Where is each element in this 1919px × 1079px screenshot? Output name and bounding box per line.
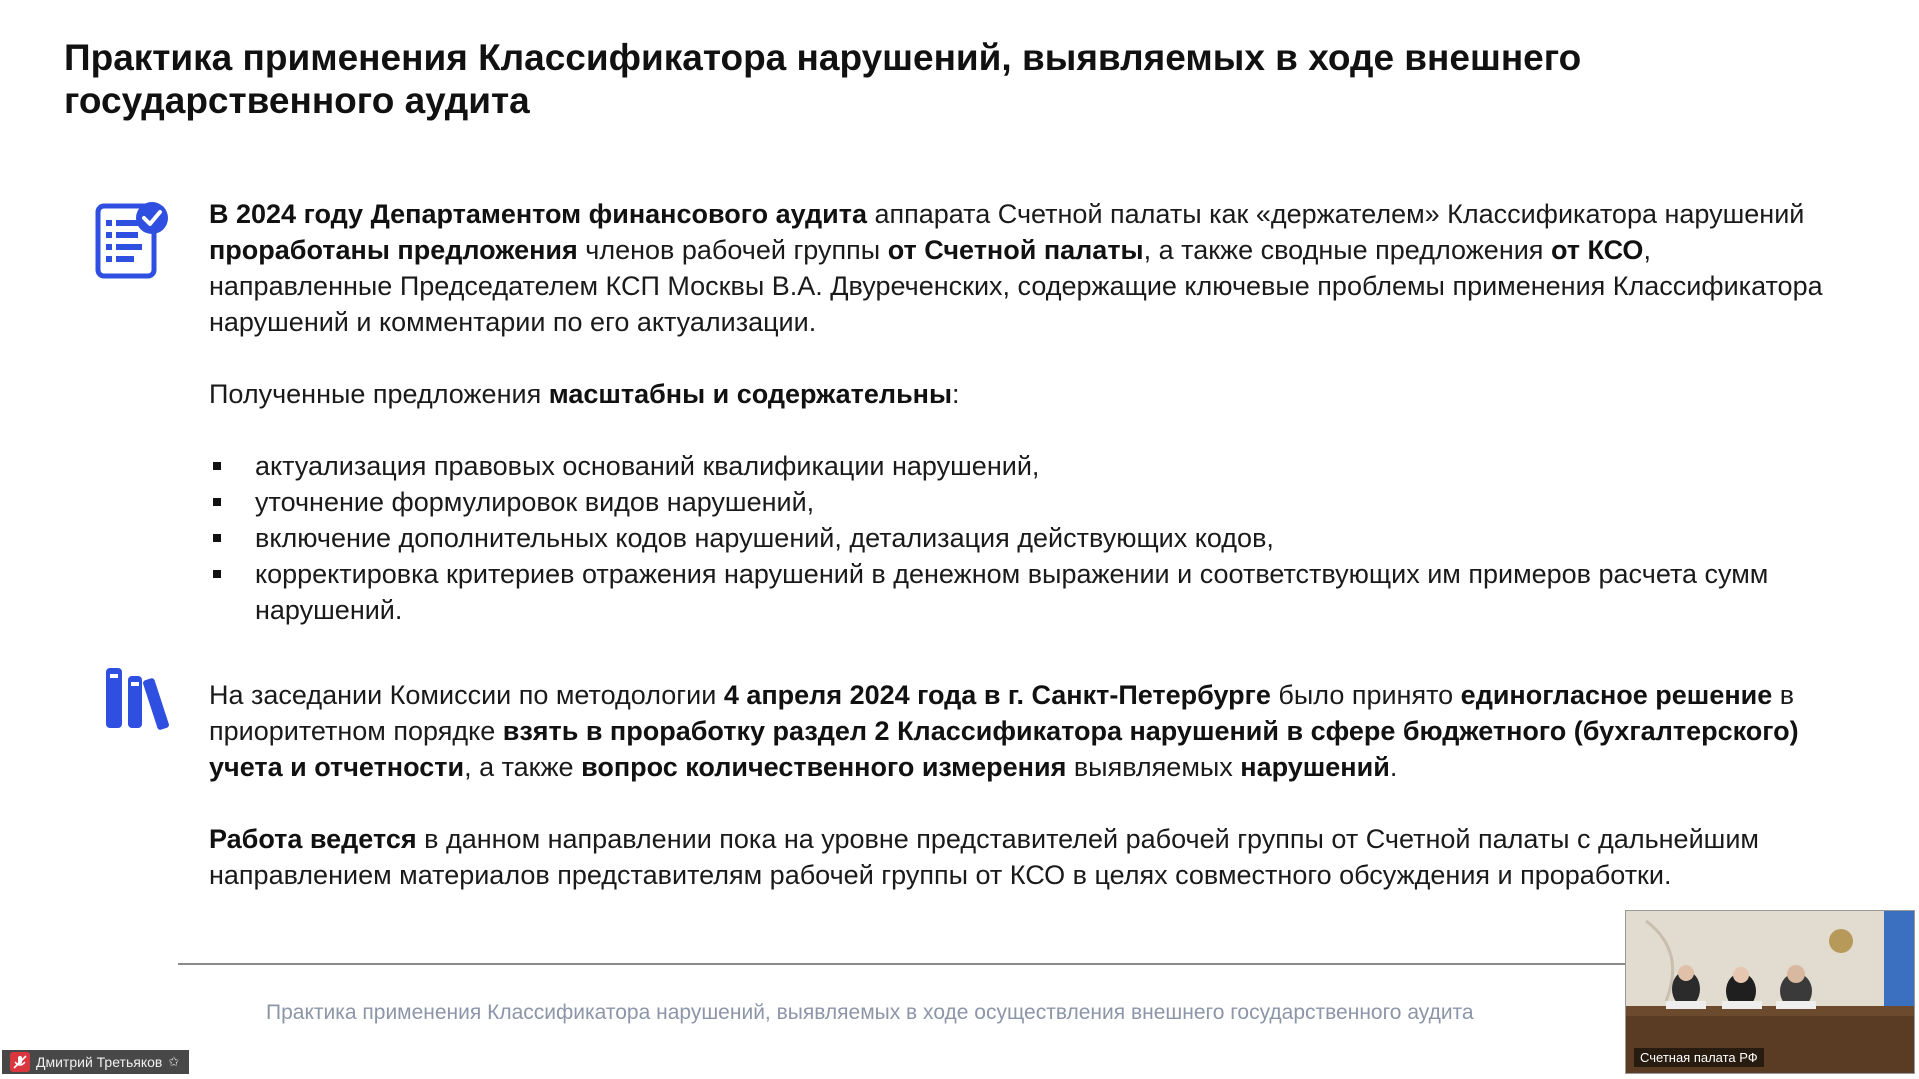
text-run: выявляемых (1066, 752, 1241, 782)
bold-text-run: взять в проработку раздел 2 Классификатора нарушений в сфере бюджетного (бухгалтерского) учета и отчетности (209, 716, 1799, 782)
footer-divider (178, 963, 1625, 965)
text-run: членов рабочей группы (577, 235, 888, 265)
speaker-name: Дмитрий Третьяков (36, 1054, 163, 1070)
text-run: аппарата Счетной палаты как «держателем» Классификатора нарушений (866, 199, 1805, 229)
paragraph-proposals-scope (209, 376, 1829, 412)
text-run: На заседании Комиссии по методологии (209, 680, 724, 710)
paragraph-commission-decision (209, 677, 1799, 785)
books-icon (104, 664, 174, 730)
section-1-text (209, 196, 1829, 628)
paragraph-work-in-progress (209, 821, 1799, 893)
bold-text-run: 4 апреля 2024 года в г. Санкт-Петербурге (723, 680, 1271, 710)
participant-video-tile[interactable] (1625, 910, 1915, 1074)
text-run: в данном направлении пока на уровне представителей рабочей группы от Счетной палаты с дальнейшим направлением материалов представителям рабочей группы от КСО в целях совместного обсуждения и проработки. (209, 824, 1759, 890)
text-run: , а также сводные предложения (1143, 235, 1551, 265)
bold-text-run: от КСО (1550, 235, 1644, 265)
checklist-icon (94, 198, 172, 282)
section-2-text (209, 677, 1799, 893)
list-item: уточнение формулировок видов нарушений, (209, 484, 1779, 520)
list-item: включение дополнительных кодов нарушений, детализация действующих кодов, (209, 520, 1779, 556)
slide-footer: Практика применения Классификатора нарушений, выявляемых в ходе осуществления внешнего государственного аудита (266, 1001, 1474, 1024)
bold-text-run: масштабны и содержательны (548, 379, 953, 409)
mic-off-icon (10, 1052, 30, 1072)
slide-title: Практика применения Классификатора нарушений, выявляемых в ходе внешнего государственного аудита (64, 37, 1582, 121)
text-run: Полученные предложения (209, 379, 549, 409)
text-run: , направленные Председателем КСП Москвы В.А. Двуреченских, содержащие ключевые проблемы применения Классификатора нарушений и комментарии по его актуализации. (209, 235, 1823, 337)
video-tile-label: Счетная палата РФ (1634, 1048, 1764, 1067)
text-run: было принято (1270, 680, 1461, 710)
bold-text-run: от Счетной палаты (887, 235, 1144, 265)
bold-text-run: вопрос количественного измерения (581, 752, 1067, 782)
pin-icon[interactable]: ✩ (168, 1054, 180, 1069)
bold-text-run: Работа ведется (209, 824, 417, 854)
bold-text-run: В 2024 году Департаментом финансового аудита (209, 199, 867, 229)
bold-text-run: нарушений (1240, 752, 1390, 782)
text-run: : (952, 379, 960, 409)
list-item: актуализация правовых оснований квалификации нарушений, (209, 448, 1779, 484)
text-run: , а также (464, 752, 582, 782)
paragraph-holder-statement (209, 196, 1829, 340)
bold-text-run: проработаны предложения (209, 235, 578, 265)
bold-text-run: единогласное решение (1460, 680, 1773, 710)
text-run: в приоритетном порядке (209, 680, 1795, 746)
proposal-bullet-list (209, 448, 1779, 628)
text-run: . (1389, 752, 1398, 782)
list-item: корректировка критериев отражения нарушений в денежном выражении и соответствующих им примеров расчета сумм нарушений. (209, 556, 1779, 628)
active-speaker-badge[interactable] (2, 1050, 189, 1074)
